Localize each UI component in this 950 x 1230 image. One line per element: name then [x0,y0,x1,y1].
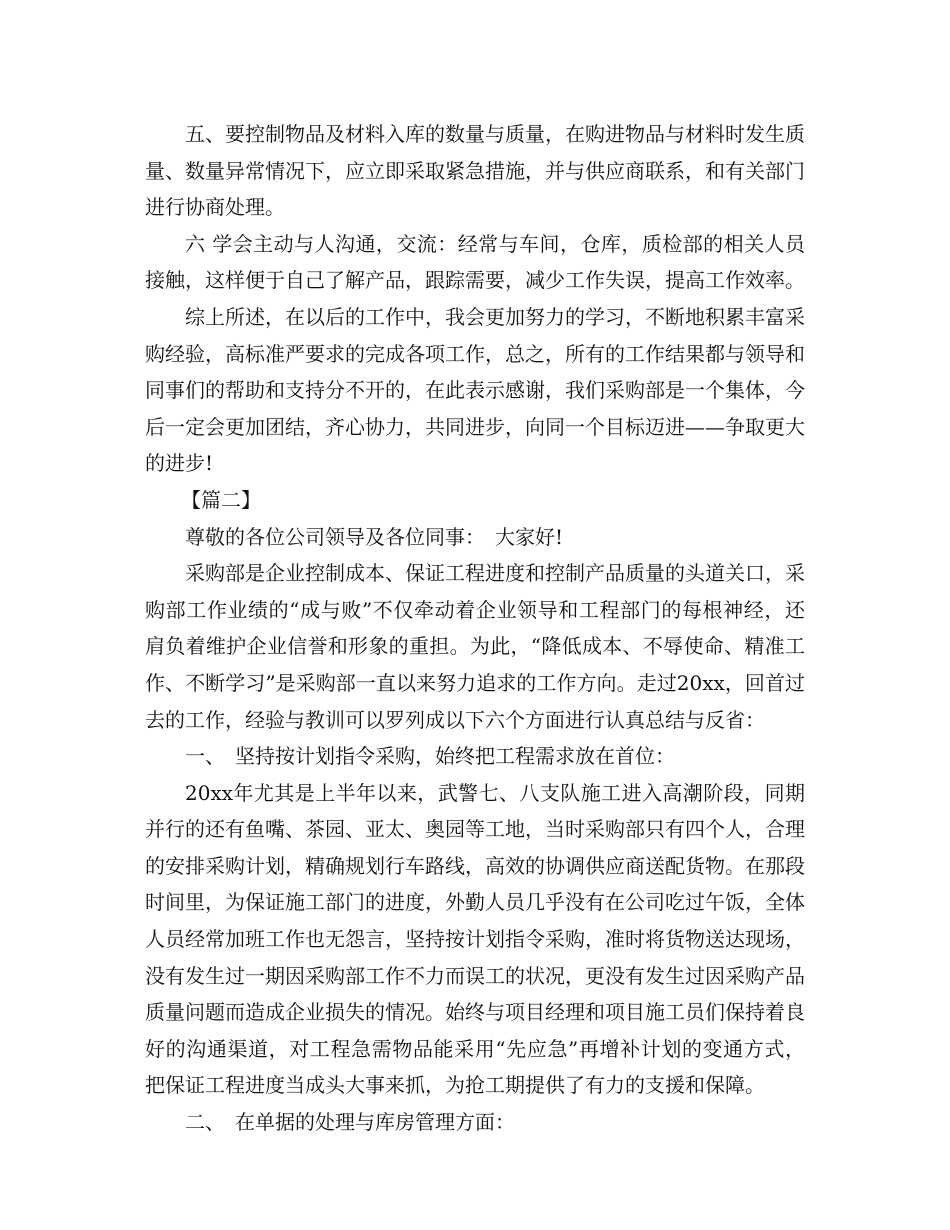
paragraph-item-6: 六 学会主动与人沟通，交流：经常与车间，仓库，质检部的相关人员接触，这样便于自己了解产品，跟踪需要，减少工作失误，提高工作效率。 [145,231,805,293]
paragraph-point-one-body: 20xx年尤其是上半年以来，武警七、八支队施工进入高潮阶段，同期并行的还有鱼嘴、茶园、亚太、奥园等工地，当时采购部只有四个人，合理的安排采购计划，精确规划行车路线，高效的协调供应商送配货物。在那段时间里，为保证施工部门的进度，外勤人员几乎没有在公司吃过午饭，全体人员经常加班工作也无怨言，坚持按计划指令采购，准时将货物送达现场，没有发生过一期因采购部工作不力而误工的状况，更没有发生过因采购产品质量问题而造成企业损失的情况。始终与项目经理和项目施工员们保持着良好的沟通渠道，对工程急需物品能采用“先应急”再增补计划的变通方式，把保证工程进度当成头大事来抓，为抢工期提供了有力的支援和保障。 [145,780,805,1098]
document-body [145,116,805,1141]
paragraph-point-one-heading: 一、 坚持按计划指令采购，始终把工程需求放在首位： [185,744,675,769]
paragraph-item-5: 五、要控制物品及材料入库的数量与质量，在购进物品与材料时发生质量、数量异常情况下，应立即采取紧急措施，并与供应商联系，和有关部门进行协商处理。 [145,122,805,220]
paragraph-greeting: 尊敬的各位公司领导及各位同事： 大家好! [185,524,564,549]
paragraph-point-two-heading: 二、 在单据的处理与库房管理方面： [185,1110,515,1135]
paragraph-intro: 采购部是企业控制成本、保证工程进度和控制产品质量的头道关口，采购部工作业绩的“成与败”不仅牵动着企业领导和工程部门的每根神经，还肩负着维护企业信誉和形象的重担。为此，“降低成本、不辱使命、精准工作、不断学习”是采购部一直以来努力追求的工作方向。走过20xx，回首过去的工作，经验与教训可以罗列成以下六个方面进行认真总结与反省： [145,561,805,732]
section-heading-part-two: 【篇二】 [181,487,261,512]
paragraph-summary: 综上所述，在以后的工作中，我会更加努力的学习，不断地积累丰富采购经验，高标准严要求的完成各项工作，总之，所有的工作结果都与领导和同事们的帮助和支持分不开的，在此表示感谢，我们采购部是一个集体，今后一定会更加团结，齐心协力，共同进步，向同一个目标迈进——争取更大的进步! [145,304,805,476]
